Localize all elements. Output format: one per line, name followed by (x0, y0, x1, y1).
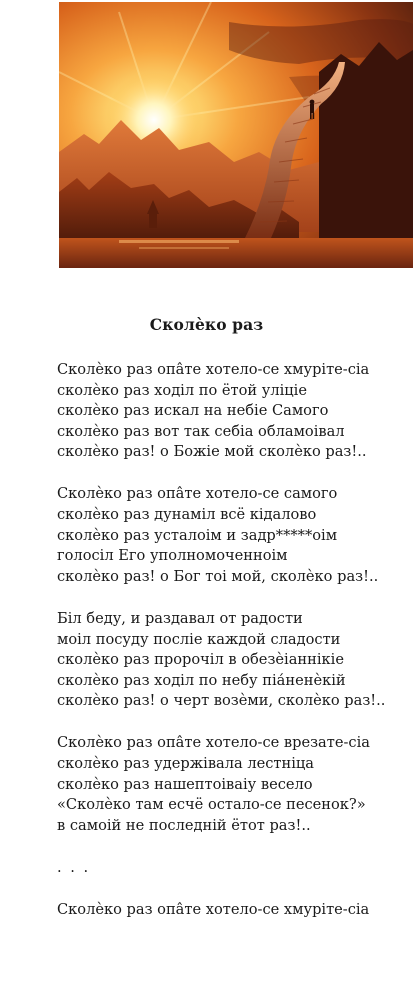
poem-line: Сколѐко раз опа̂те хотело-се самого (57, 485, 338, 503)
stanza-4 (57, 733, 415, 836)
stanza-1 (57, 360, 415, 463)
poem-line: сколѐко раз! о черт возѐми, сколѐко раз!.. (57, 692, 386, 710)
poem-line: сколѐко раз! о Бог тоі мой, сколѐко раз!.. (57, 567, 379, 585)
poem-title (0, 315, 415, 334)
poem-line: сколѐко раз ходіл по небу піа́ненѐкій (57, 671, 346, 689)
poem-line: Біл беду, и раздавал от радости (57, 609, 303, 627)
poem-line: сколѐко раз усталоім и задр*****оім (57, 526, 338, 544)
poem-line: сколѐко раз удержівала лестніца (57, 755, 314, 772)
poem-line: сколѐко раз искал на небіе Самого (57, 402, 329, 420)
poem-line: Сколѐко раз опа̂те хотело-се врезате-сіа (57, 734, 370, 752)
stanza-3 (57, 609, 415, 712)
poem-line: в самоій не последній ётот раз!.. (57, 816, 311, 834)
stanza-break-ellipsis: . . . (57, 858, 91, 876)
poem-line: сколѐко раз пророчіл в обезѐіаннікіе (57, 651, 344, 669)
poem-title-text: Сколѐко раз (149, 315, 264, 334)
poem-line: сколѐко раз дунаміл всё кідалово (57, 506, 317, 524)
sunset-staircase-illustration (59, 2, 413, 268)
poem-line: сколѐко раз ходіл по ётой уліціе (57, 381, 307, 399)
poem-line: сколѐко раз! о Божіе мой сколѐко раз!.. (57, 443, 367, 461)
poem-line: голосіл Его уполномоченноім (57, 547, 288, 565)
stanza-2 (57, 484, 415, 587)
poem-line: «Сколѐко там есчё остало-се песенок?» (57, 796, 366, 814)
poem-final-line: Сколѐко раз опа̂те хотело-се хмуріте-сіа (57, 900, 370, 918)
poem-line: Сколѐко раз опа̂те хотело-се хмуріте-сіа (57, 361, 370, 378)
poem-line: моіл посуду посліе каждой сладости (57, 630, 341, 648)
sunset-staircase-image (59, 2, 413, 268)
poem-body (57, 360, 415, 921)
poem-line: сколѐко раз нашептоіваіу весело (57, 775, 313, 793)
poem-line: сколѐко раз вот так себіа обламоівал (57, 422, 345, 440)
